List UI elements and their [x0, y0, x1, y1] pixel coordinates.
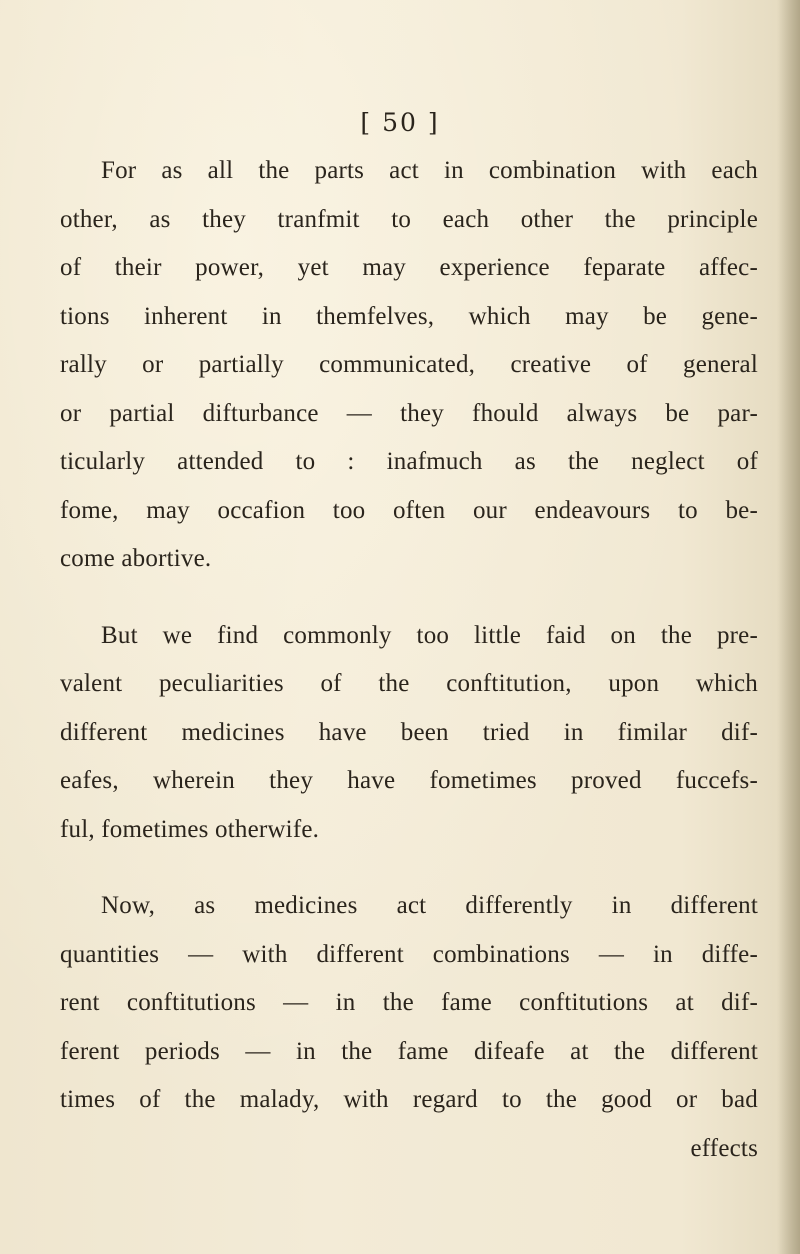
- text-line: quantities — with different combinations — in diffe-: [60, 940, 758, 968]
- text-line: ferent periods — in the fame difeafe at the different: [60, 1037, 758, 1065]
- text-line: eafes, wherein they have fometimes proved fuccefs-: [60, 767, 758, 794]
- text-line: other, as they tranfmit to each other the principle: [60, 205, 758, 233]
- page-number: [ 50 ]: [360, 108, 440, 137]
- text-line: or partial difturbance — they fhould always be par-: [60, 399, 758, 427]
- text-line: of their power, yet may experience feparate affec-: [60, 254, 758, 281]
- text-line: fome, may occafion too often our endeavours to be-: [60, 496, 758, 524]
- text-line: different medicines have been tried in fimilar dif-: [60, 718, 758, 746]
- page-edge-shadow: [778, 0, 800, 1254]
- text-line: rent conftitutions — in the fame conftitutions at dif-: [60, 989, 758, 1016]
- catchword: effects: [690, 1134, 758, 1162]
- text-line: For as all the parts act in combination with each: [101, 157, 758, 184]
- text-line: But we find commonly too little faid on the pre-: [101, 621, 758, 649]
- text-line: Now, as medicines act differently in different: [101, 892, 758, 919]
- text-line: ticularly attended to : inafmuch as the neglect of: [60, 448, 758, 475]
- text-line: times of the malady, with regard to the good or bad: [60, 1086, 758, 1113]
- text-line: valent peculiarities of the conftitution, upon which: [60, 670, 758, 697]
- text-line: ful, fometimes otherwife.: [60, 815, 320, 843]
- text-line: tions inherent in themfelves, which may be gene-: [60, 302, 758, 330]
- text-line: rally or partially communicated, creative of general: [60, 351, 758, 378]
- text-line: come abortive.: [60, 545, 212, 572]
